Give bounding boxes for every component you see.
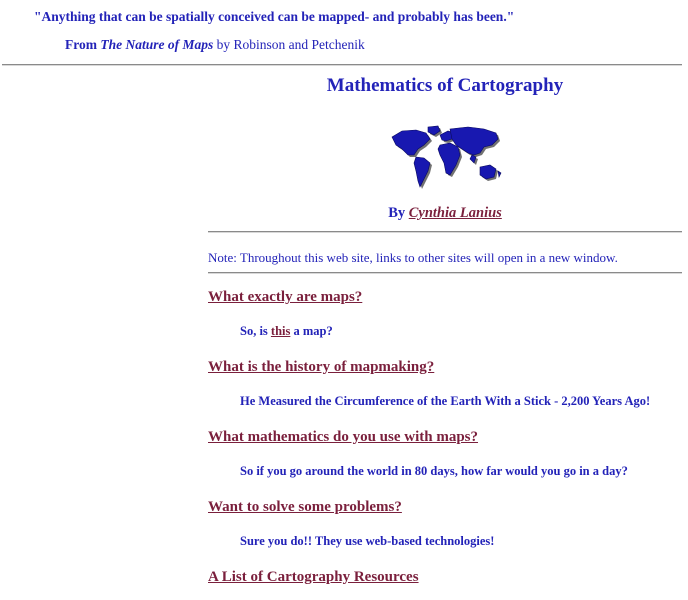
- source-book-title: The Nature of Maps: [100, 37, 214, 52]
- sub-prefix: So, is: [240, 324, 268, 338]
- author-link[interactable]: Cynthia Lanius: [408, 205, 502, 221]
- is-this-a-map-text: [240, 324, 333, 339]
- byline-prefix: By: [388, 205, 406, 221]
- solve-problems-link[interactable]: Want to solve some problems?: [208, 499, 402, 515]
- divider-below-note: [208, 272, 682, 274]
- divider-above-note: [208, 231, 682, 233]
- history-of-mapmaking-link[interactable]: What is the history of mapmaking?: [208, 359, 435, 375]
- world-map-icon: [388, 125, 504, 191]
- mathematics-with-maps-link[interactable]: What mathematics do you use with maps?: [208, 429, 479, 445]
- top-divider: [2, 64, 682, 66]
- source-authors: by Robinson and Petchenik: [216, 37, 365, 52]
- this-link[interactable]: this: [270, 324, 291, 338]
- byline: [208, 205, 682, 222]
- sub-suffix: a map?: [293, 324, 333, 338]
- source-prefix: From: [65, 37, 97, 52]
- cartography-resources-link[interactable]: A List of Cartography Resources: [208, 569, 419, 585]
- eighty-days-text: So if you go around the world in 80 days, how far would you go in a day?: [240, 464, 628, 478]
- quote-source: [65, 37, 365, 53]
- external-links-note: Note: Throughout this web site, links to other sites will open in a new window.: [208, 250, 618, 265]
- page-title: Mathematics of Cartography: [326, 75, 564, 96]
- what-are-maps-link[interactable]: What exactly are maps?: [208, 289, 363, 305]
- quote-text: "Anything that can be spatially conceived can be mapped- and probably has been.": [34, 9, 515, 24]
- circumference-text: He Measured the Circumference of the Earth With a Stick - 2,200 Years Ago!: [240, 394, 651, 408]
- web-technologies-text: Sure you do!! They use web-based technologies!: [240, 534, 495, 548]
